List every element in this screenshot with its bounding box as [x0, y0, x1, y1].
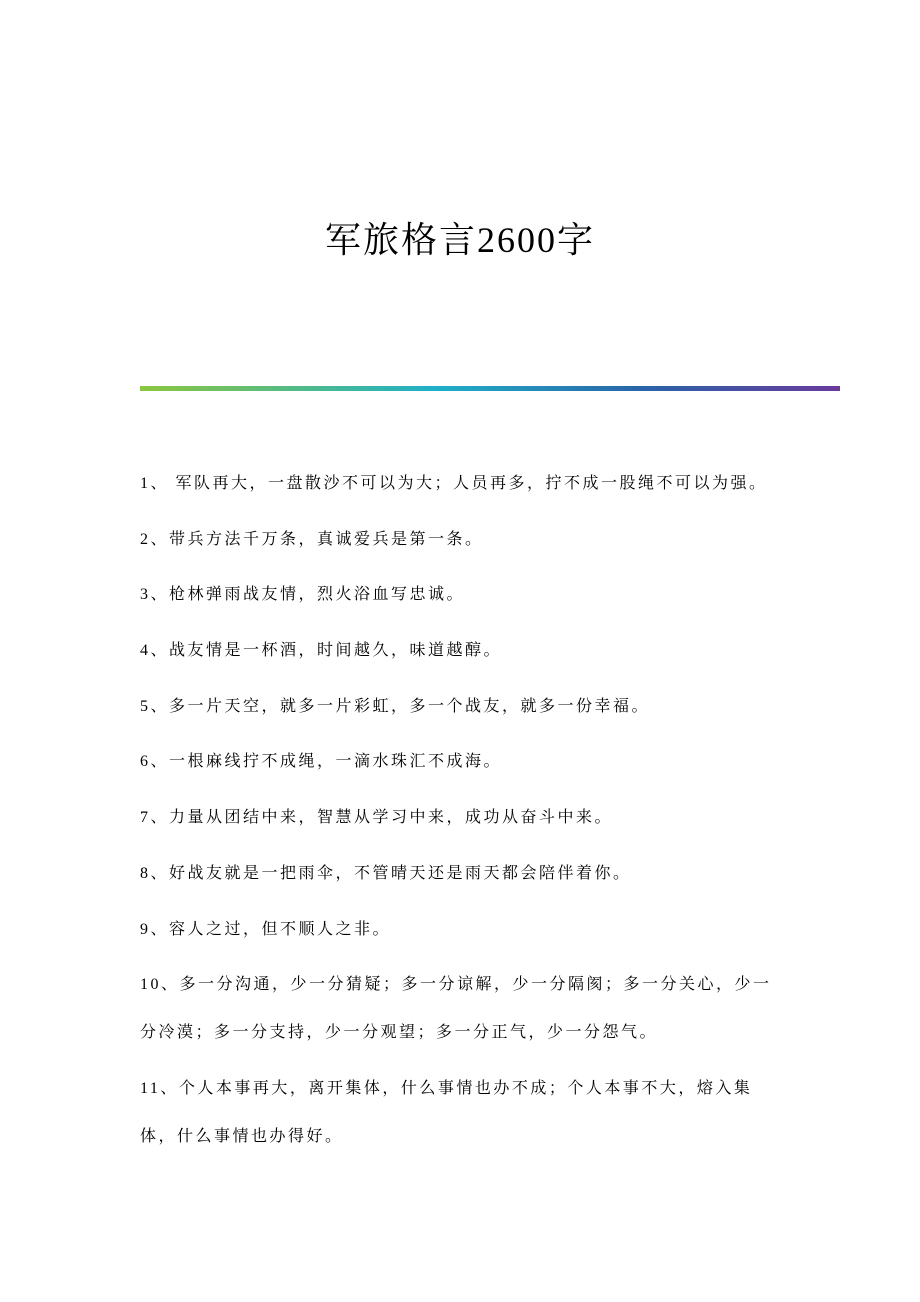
document-title: 军旅格言2600字 [324, 220, 595, 260]
list-item: 6、一根麻线拧不成绳，一滴水珠汇不成海。 [140, 753, 503, 771]
title-divider [140, 386, 840, 391]
list-item: 11、个人本事再大，离开集体，什么事情也办不成；个人本事不大，熔入集体，什么事情也办得好。 [140, 1079, 753, 1145]
list-item: 3、枪林弹雨战友情，烈火浴血写忠诚。 [140, 586, 466, 604]
quote-list [140, 460, 780, 1169]
list-item: 7、力量从团结中来，智慧从学习中来，成功从奋斗中来。 [140, 809, 614, 827]
list-item: 8、好战友就是一把雨伞，不管晴天还是雨天都会陪伴着你。 [140, 864, 632, 882]
list-item: 9、容人之过，但不顺人之非。 [140, 920, 392, 938]
list-item: 4、战友情是一杯酒，时间越久，味道越醇。 [140, 642, 503, 660]
list-item: 5、多一片天空，就多一片彩虹，多一个战友，就多一份幸福。 [140, 697, 651, 715]
list-item: 2、带兵方法千万条，真诚爱兵是第一条。 [140, 530, 484, 548]
list-item: 1、 军队再大，一盘散沙不可以为大；人员再多，拧不成一股绳不可以为强。 [140, 475, 768, 492]
list-item: 10、多一分沟通，少一分猜疑；多一分谅解，少一分隔阂；多一分关心，少一分冷漠；多一分支持，少一分观望；多一分正气，少一分怨气。 [140, 976, 772, 1042]
